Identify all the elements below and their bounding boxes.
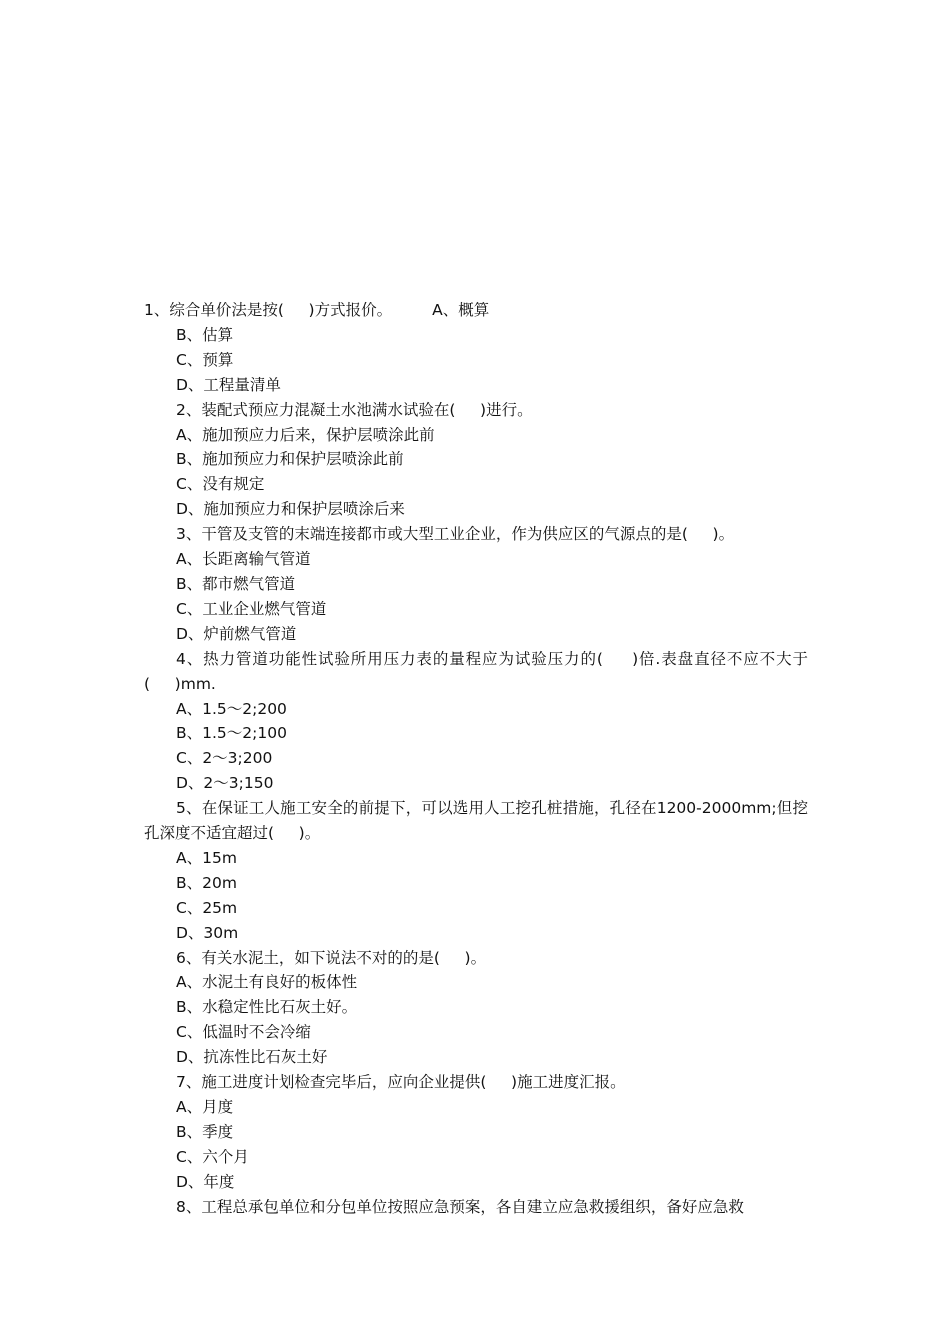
question-5-option-a: A、15m: [176, 848, 237, 867]
question-2-stem: 2、装配式预应力混凝土水池满水试验在( )进行。: [176, 400, 533, 419]
question-1-option-c: C、预算: [176, 350, 234, 369]
question-7-option-a: A、月度: [176, 1098, 234, 1116]
question-1-stem: 1、综合单价法是按( )方式报价。: [144, 301, 393, 319]
question-4-option-a: A、1.5～2;200: [176, 699, 287, 718]
question-8-stem: 8、工程总承包单位和分包单位按照应急预案，各自建立应急救援组织，备好应急救: [176, 1197, 744, 1216]
question-3-option-d: D、炉前燃气管道: [176, 624, 297, 643]
question-3-option-b: B、都市燃气管道: [176, 574, 296, 593]
question-6-stem: 6、有关水泥土，如下说法不对的的是( )。: [176, 948, 487, 967]
question-1-option-b: B、估算: [176, 325, 234, 344]
question-6-option-b: B、水稳定性比石灰土好。: [176, 998, 358, 1017]
question-3-stem: 3、干管及支管的末端连接都市或大型工业企业，作为供应区的气源点的是( )。: [176, 525, 735, 544]
question-3-option-c: C、工业企业燃气管道: [176, 599, 327, 618]
question-6-option-c: C、低温时不会冷缩: [176, 1023, 311, 1042]
question-4-option-d: D、2～3;150: [176, 774, 274, 793]
question-5-option-c: C、25m: [176, 898, 238, 917]
question-6-option-d: D、抗冻性比石灰土好: [176, 1048, 328, 1067]
question-2-option-c: C、没有规定: [176, 475, 265, 494]
question-3-option-a: A、长距离输气管道: [176, 550, 311, 569]
question-7-option-b: B、季度: [176, 1122, 234, 1141]
question-6-option-a: A、水泥土有良好的板体性: [176, 973, 358, 992]
question-2-option-b: B、施加预应力和保护层喷涂此前: [176, 450, 404, 469]
question-4-option-c: C、2～3;200: [176, 749, 273, 768]
question-4-stem: 4、热力管道功能性试验所用压力表的量程应为试验压力的( )倍.表盘直径不应不大于( )mm.: [144, 649, 808, 693]
question-5-option-b: B、20m: [176, 873, 237, 892]
question-4-option-b: B、1.5～2;100: [176, 724, 287, 743]
question-5-stem: 5、在保证工人施工安全的前提下，可以选用人工挖孔桩措施，孔径在1200-2000mm;但挖孔深度不适宜超过( )。: [144, 799, 808, 843]
question-7-option-c: C、六个月: [176, 1147, 249, 1166]
question-1-option-a: A、概算: [432, 301, 490, 319]
question-5-option-d: D、30m: [176, 923, 239, 942]
question-2-option-d: D、施加预应力和保护层喷涂后来: [176, 500, 405, 519]
question-list: [144, 298, 808, 1220]
question-1-option-d: D、工程量清单: [176, 375, 281, 394]
question-7-stem: 7、施工进度计划检查完毕后，应向企业提供( )施工进度汇报。: [176, 1073, 626, 1092]
question-1-line: [144, 298, 808, 323]
question-2-option-a: A、施加预应力后来，保护层喷涂此前: [176, 425, 435, 444]
question-7-option-d: D、年度: [176, 1172, 235, 1191]
